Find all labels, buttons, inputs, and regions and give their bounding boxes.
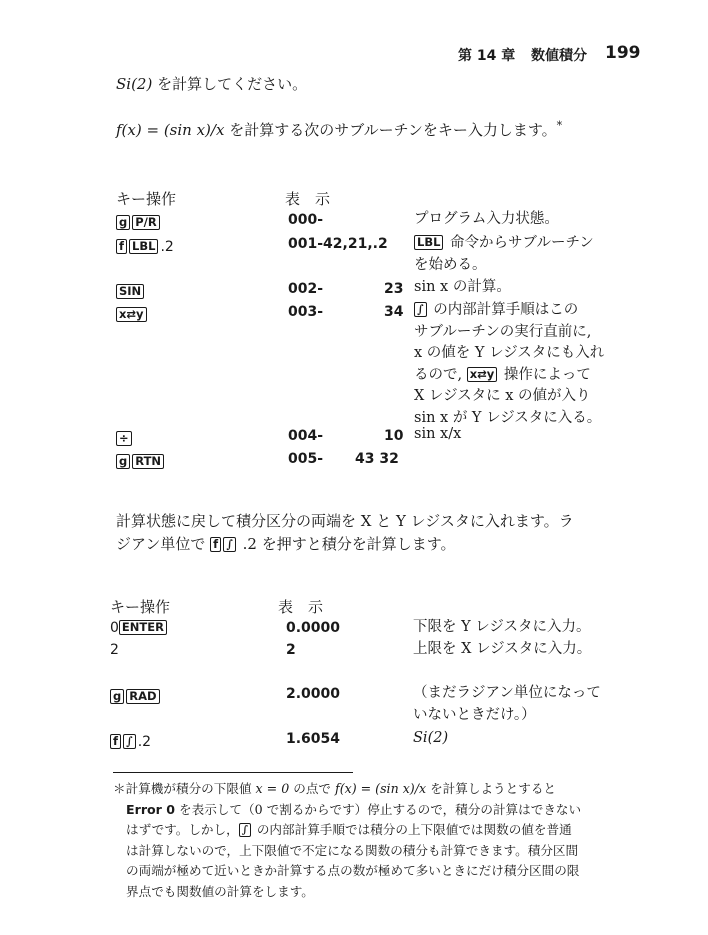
table1-row-3-keys [116,304,149,323]
table1-row-0-desc: プログラム入力状態。 [414,211,559,227]
middle-line-2 [116,533,456,554]
fn-l1a: ＊計算機が積分の下限値 [113,781,256,796]
integral-key: ∫ [223,537,236,552]
middle-line-2-post: .2 を押すと積分を計算します。 [237,535,456,553]
table2-row-0-desc: 下限を Y レジスタに入力。 [413,619,591,635]
row-3-desc-line-3: x の値を Y レジスタにも入れ [414,345,605,361]
si2-math: Si(2) [116,75,153,93]
table1-row-4-display: 004- [288,428,324,444]
fn-l5: の両端が極めて近いときか計算する点の数が極めて多いときにだけ積分区間の限 [126,863,580,878]
table2-col-display: 表 示 [278,598,324,616]
zero-digit: 0 [110,620,119,636]
table2-row-2-desc [413,683,601,726]
intro-line-2 [116,119,562,140]
row-3-desc-line-5: X レジスタに x の値が入り [414,388,591,404]
pr-key: P/R [132,215,159,230]
table1-row-5-keys [116,451,166,470]
table1-row-4-keys [116,428,134,447]
table2-row-3-desc: Si(2) [413,730,449,746]
chapter-title: 数値積分 [531,48,587,64]
integral-key: ∫ [123,734,136,749]
row-3-desc-line-4b: 操作によって [499,366,591,383]
table1-row-1-keys [116,236,174,255]
table2-row-0-keys [110,620,169,636]
enter-key: ENTER [119,620,167,635]
fn-l6: 界点でも関数値の計算をします。 [126,883,314,899]
rtn-key: RTN [132,454,164,469]
row-3-desc-line-2: サブルーチンの実行直前に, [414,323,592,340]
table1-row-2-code: 23 [384,281,404,297]
f-key: f [116,239,127,254]
fx-math: f(x) = (sin x)/x [116,121,225,139]
table1-row-3-code: 34 [384,304,404,320]
table2-row-3-display: 1.6054 [286,731,341,747]
intro-line-1-text: を計算してください。 [152,75,308,93]
integral-key-inline: ∫ [414,302,427,317]
fn-l1c: の点で [289,781,336,796]
table2-col-key: キー操作 [110,598,171,616]
table1-row-4-code: 10 [384,428,404,444]
chapter-label: 第 14 章 [458,48,516,64]
table1-row-2-keys [116,281,146,300]
table2-row-1-desc: 上限を X レジスタに入力。 [413,641,592,657]
table1-col-display: 表 示 [285,190,331,208]
fn-l1e: を計算しようとすると [426,781,557,796]
g-key: g [116,454,130,469]
g-key: g [110,689,124,704]
intro-line-1 [116,73,307,94]
row-2-desc-line-1: （まだラジアン単位になって [413,685,601,701]
row-3-suffix: .2 [137,734,152,750]
row-1-desc-line-2: を始める。 [414,256,487,273]
f-key: f [110,734,121,749]
table2-row-1-keys: 2 [110,642,119,658]
table2-row-0-display: 0.0000 [286,620,341,636]
f-key: f [210,537,221,552]
intro-line-2-text: を計算する次のサブルーチンをキー入力します。 [224,121,557,139]
table2-row-1-display: 2 [286,642,296,658]
table1-row-3-display: 003- [288,304,324,320]
table1-row-2-desc: sin x の計算。 [414,279,511,295]
xy-swap-key: x⇄y [116,307,147,322]
rad-key: RAD [126,689,159,704]
table1-row-1-desc [414,233,594,276]
table1-row-2-display: 002- [288,281,324,297]
table1-row-3-desc [414,300,604,429]
fn-l3a: はずです。しかし， [126,822,239,837]
table1-col-key: キー操作 [116,190,177,208]
sin-key: SIN [116,284,144,299]
table1-row-5-display: 005- [288,451,324,467]
fn-l1d: f(x) = (sin x)/x [335,781,427,796]
fn-l2b: を表示して（0 で割るからです）停止するので，積分の計算はできない [175,801,582,817]
footnote [113,779,581,902]
table1-row-0-display: 000- [288,212,324,228]
footnote-mark: * [556,119,563,132]
table1-row-5-code: 43 32 [355,451,399,467]
g-key: g [116,215,130,230]
xy-swap-key-inline: x⇄y [467,367,498,382]
integral-key-inline: ∫ [239,823,251,837]
fn-error-text: Error 0 [126,801,176,817]
divide-key: ÷ [116,431,132,446]
row-1-suffix: .2 [160,239,174,255]
row-2-desc-line-2: いないときだけ。） [413,706,536,723]
table2-row-3-keys [110,731,151,750]
footnote-rule [113,772,353,773]
fn-l4: は計算しないので，上下限値で不定になる関数の積分も計算できます。積分区間 [126,842,579,858]
row-3-desc-line-4a: るので, [414,366,467,383]
row-3-desc-line-6: sin x が Y レジスタに入る。 [414,409,602,426]
table2-row-2-keys [110,686,162,705]
table1-row-0-keys [116,212,162,231]
page-number: 199 [605,43,641,63]
table1-row-4-desc: sin x/x [414,426,462,442]
middle-line-2-pre: ジアン単位で [116,535,211,553]
middle-line-1: 計算状態に戻して積分区分の両端を X と Y レジスタに入れます。ラ [116,512,574,530]
fn-l3b: の内部計算手順では積分の上下限値では関数の値を普通 [252,822,572,837]
row-1-desc-line-1: 命令からサブルーチン [445,235,594,251]
table2-row-2-display: 2.0000 [286,686,341,702]
fn-l1b: x = 0 [255,781,290,796]
lbl-key-inline: LBL [414,235,443,250]
row-3-desc-line-1: の内部計算手順はこの [428,302,579,318]
table1-row-1-display: 001-42,21,.2 [288,236,388,252]
lbl-key: LBL [129,239,158,254]
